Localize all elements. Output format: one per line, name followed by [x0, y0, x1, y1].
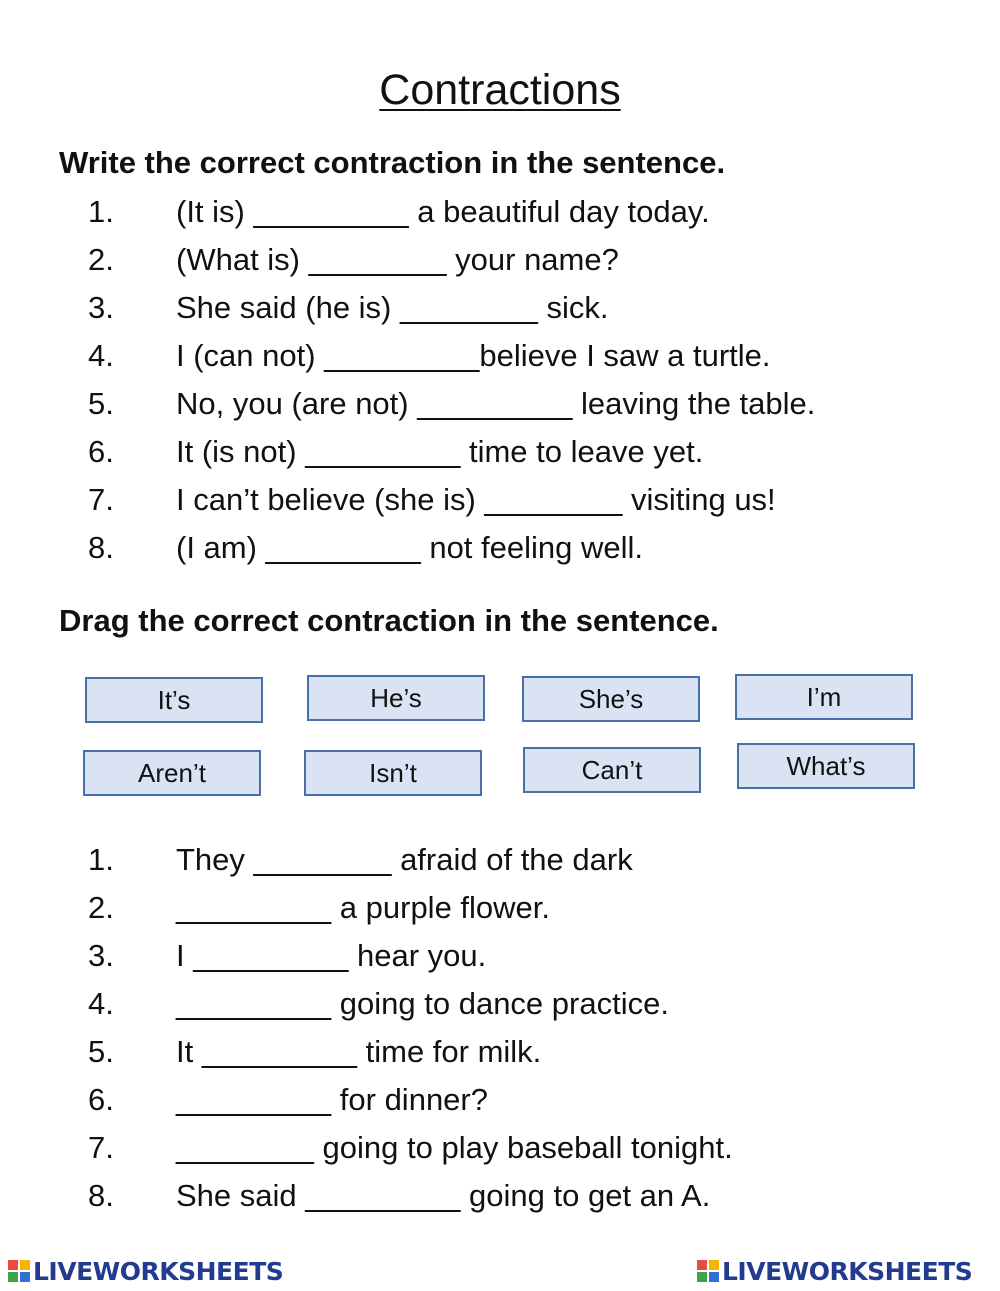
section2-heading: Drag the correct contraction in the sentence. [59, 603, 719, 638]
item-number: 1. [88, 842, 114, 877]
item-number: 1. [88, 194, 114, 229]
sentence-text[interactable]: (It is) _________ a beautiful day today. [176, 194, 710, 229]
sentence-text[interactable]: I _________ hear you. [176, 938, 487, 973]
liveworksheets-logo-right [697, 1254, 972, 1288]
liveworksheets-logo-left [8, 1254, 283, 1288]
item-number: 7. [88, 1130, 114, 1165]
drag-chip-whats[interactable]: What’s [737, 743, 915, 789]
page-title-text: Contractions [379, 66, 621, 114]
section1-heading: Write the correct contraction in the sentence. [59, 145, 726, 180]
item-number: 8. [88, 530, 114, 565]
drag-chip-hes[interactable]: He’s [307, 675, 485, 721]
sentence-text[interactable]: I (can not) _________believe I saw a turtle. [176, 338, 771, 373]
drag-chip-arent[interactable]: Aren’t [83, 750, 261, 796]
page-title [0, 62, 1000, 118]
drag-chip-cant[interactable]: Can’t [523, 747, 701, 793]
item-number: 5. [88, 386, 114, 421]
item-number: 8. [88, 1178, 114, 1213]
sentence-text[interactable]: It (is not) _________ time to leave yet. [176, 434, 704, 469]
item-number: 4. [88, 986, 114, 1021]
logo-text: LIVEWORKSHEETS [722, 1256, 973, 1286]
item-number: 3. [88, 938, 114, 973]
item-number: 2. [88, 890, 114, 925]
sentence-text[interactable]: She said (he is) ________ sick. [176, 290, 609, 325]
sentence-text[interactable]: _________ a purple flower. [176, 890, 551, 925]
sentence-text[interactable]: _________ going to dance practice. [176, 986, 669, 1021]
drag-chip-im[interactable]: I’m [735, 674, 913, 720]
liveworksheets-logo-icon [697, 1260, 719, 1282]
sentence-text[interactable]: _________ for dinner? [176, 1082, 488, 1117]
item-number: 6. [88, 434, 114, 469]
sentence-text[interactable]: ________ going to play baseball tonight. [176, 1130, 733, 1165]
item-number: 2. [88, 242, 114, 277]
item-number: 6. [88, 1082, 114, 1117]
logo-text: LIVEWORKSHEETS [33, 1256, 284, 1286]
sentence-text[interactable]: (I am) _________ not feeling well. [176, 530, 644, 565]
drag-chip-isnt[interactable]: Isn’t [304, 750, 482, 796]
item-number: 3. [88, 290, 114, 325]
drag-chip-its[interactable]: It’s [85, 677, 263, 723]
drag-chip-shes[interactable]: She’s [522, 676, 700, 722]
sentence-text[interactable]: She said _________ going to get an A. [176, 1178, 711, 1213]
sentence-text[interactable]: I can’t believe (she is) ________ visiting us! [176, 482, 776, 517]
item-number: 4. [88, 338, 114, 373]
item-number: 7. [88, 482, 114, 517]
sentence-text[interactable]: They ________ afraid of the dark [176, 842, 633, 877]
sentence-text[interactable]: It _________ time for milk. [176, 1034, 542, 1069]
item-number: 5. [88, 1034, 114, 1069]
sentence-text[interactable]: No, you (are not) _________ leaving the table. [176, 386, 816, 421]
sentence-text[interactable]: (What is) ________ your name? [176, 242, 619, 277]
liveworksheets-logo-icon [8, 1260, 30, 1282]
